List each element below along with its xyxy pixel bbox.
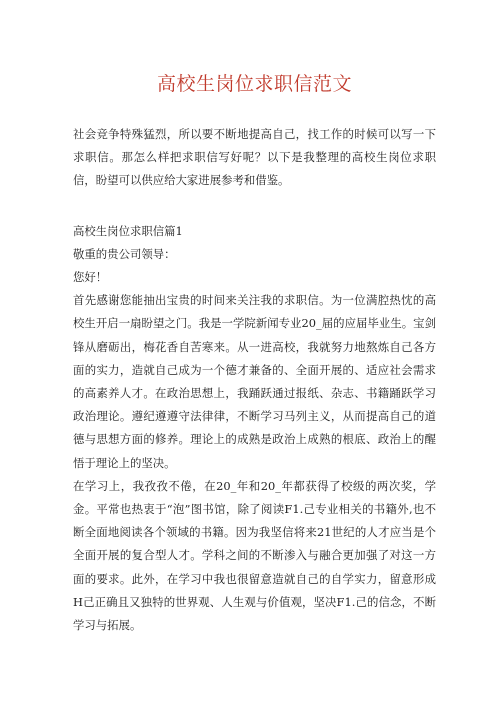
intro-paragraph: 社会竞争特殊猛烈，所以要不断地提高自己，找工作的时候可以写一下求职信。那怎么样把求职信写好呢？以下是我整理的高校生岗位求职信，盼望可以供应给大家进展参考和借鉴。 (73, 127, 436, 188)
greeting: 您好！ (73, 270, 108, 285)
body-paragraph: 首先感谢您能抽出宝贵的时间来关注我的求职信。为一位满腔热忱的高校生开启一扇盼望之门。我是一学院新闻专业20_届的应届毕业生。宝剑锋从磨砺出，梅花香自苦寒来。从一进高校，我就努力地熬炼自己各方面的实力，造就自己成为一个德才兼备的、全面开展的、适应社会需求的高素养人才。在政治思想上，我踊跃通过报纸、杂志、书籍踊跃学习政治理论。遵纪遵遵守法律律，不断学习马列主义，从而提高自己的道德与思想方面的修养。理论上的成熟是政治上成熟的根底、政治上的醒悟于理论上的坚决。 (73, 293, 436, 470)
section-heading: 高校生岗位求职信篇1 (73, 223, 183, 238)
document-title: 高校生岗位求职信范文 (156, 73, 352, 95)
section-gap (73, 193, 436, 220)
body-paragraph: 在学习上，我孜孜不倦，在20_年和20_年都获得了校级的两次奖，学金。平常也热衷于“泡”图书馆，除了阅读F1.己专业相关的书籍外,也不断全面地阅读各个领域的书籍。因为我坚信将来21世纪的人才应当是个全面开展的复合型人才。学科之间的不断渗入与融合更加强了对这一方面的要求。此外，在学习中我也很留意造就自己的自学实力，留意形成H己正确且又独特的世界观、人生观与价值观，坚决F1.己的信念，不断学习与拓展。 (73, 478, 436, 633)
salutation: 敬重的贵公司领导： (73, 246, 176, 261)
